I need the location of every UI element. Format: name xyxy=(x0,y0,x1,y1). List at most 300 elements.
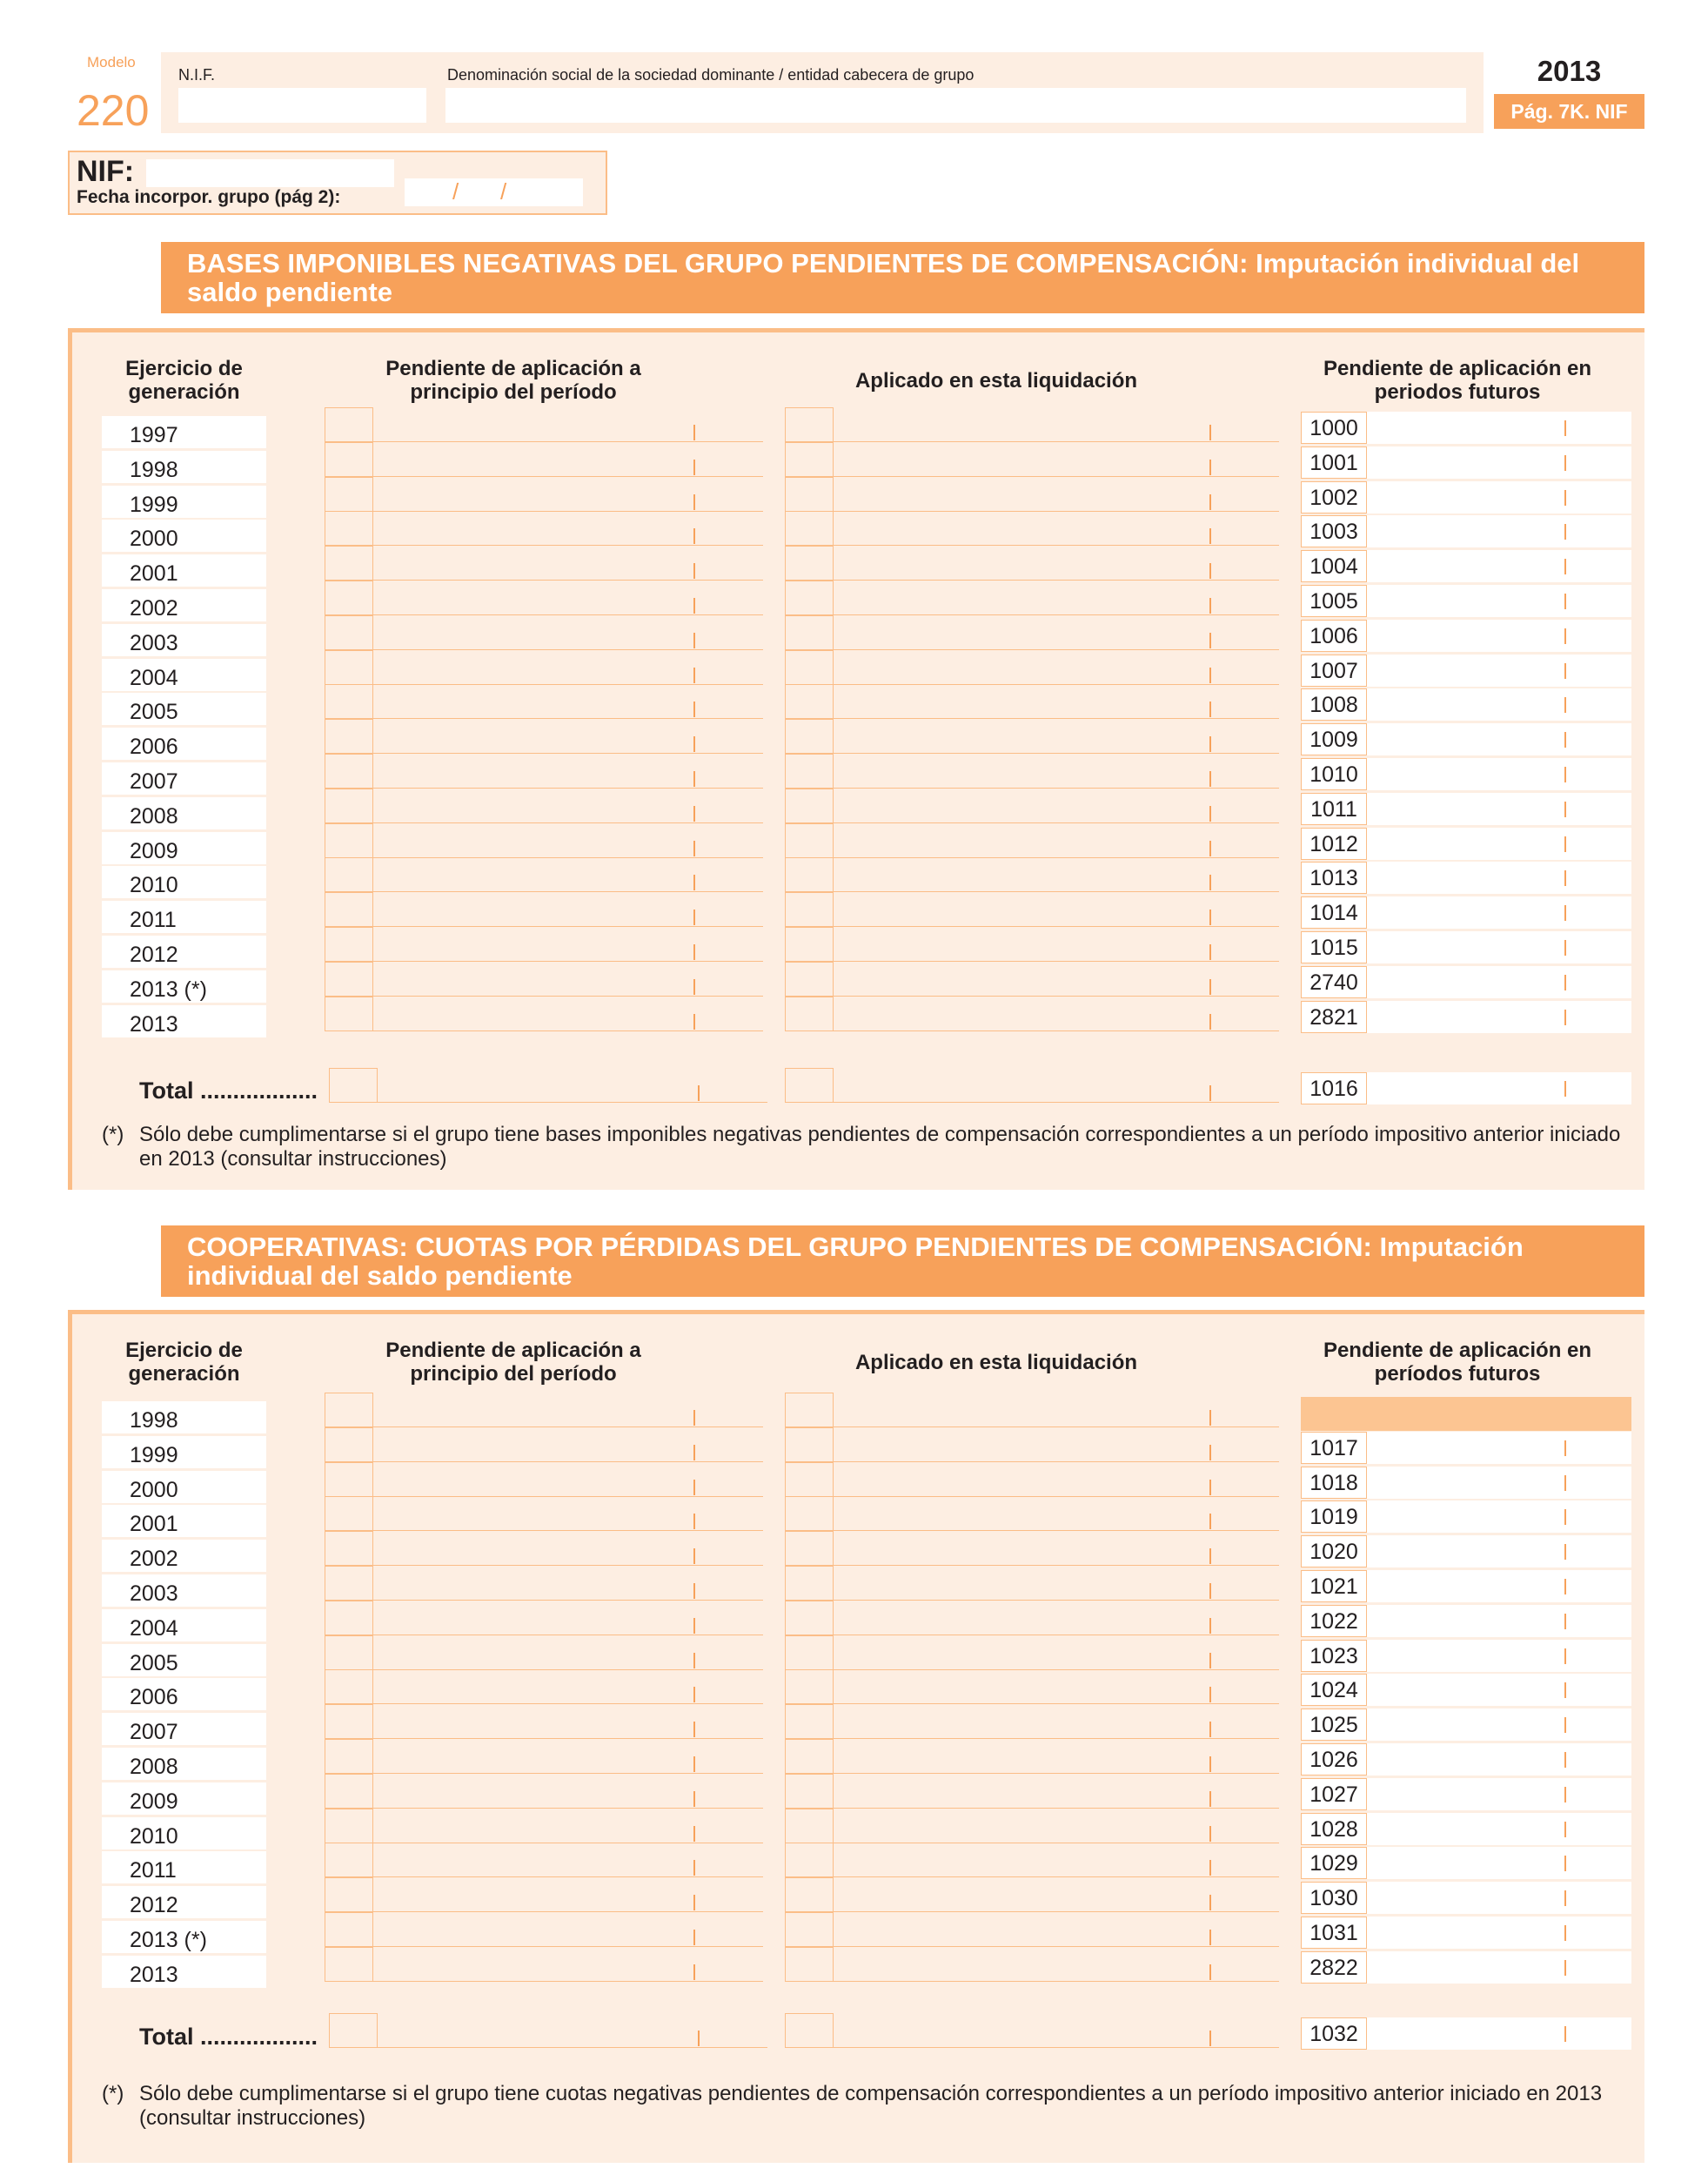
decimal-tick xyxy=(1564,524,1566,540)
futuros-field[interactable] xyxy=(1367,446,1631,479)
futuros-field[interactable] xyxy=(1367,828,1631,860)
aplicado-field[interactable] xyxy=(834,441,1279,442)
aplicado-sign-box[interactable] xyxy=(785,857,834,892)
decimal-tick xyxy=(1564,1579,1566,1594)
aplicado-sign-box[interactable] xyxy=(785,927,834,962)
decimal-tick xyxy=(1564,490,1566,506)
section1-col-aplicado: Aplicado en esta liquidación xyxy=(854,369,1138,393)
box-code: 1010 xyxy=(1301,758,1367,790)
pendiente-inicio-decimal-tick xyxy=(693,1895,695,1910)
pendiente-inicio-sign-box[interactable] xyxy=(325,892,373,927)
aplicado-decimal-tick xyxy=(1209,702,1211,717)
year-cell: 2002 xyxy=(102,589,266,621)
aplicado-decimal-tick xyxy=(1209,1618,1211,1634)
aplicado-sign-box[interactable] xyxy=(785,442,834,477)
year-cell: 1997 xyxy=(102,416,266,448)
aplicado-field[interactable] xyxy=(834,511,1279,512)
section1-note-mark: (*) xyxy=(102,1123,124,1146)
futuros-field[interactable] xyxy=(1367,862,1631,894)
futuros-field[interactable] xyxy=(1367,1500,1631,1533)
total-aplicado-field[interactable] xyxy=(834,1102,1279,1103)
decimal-tick xyxy=(1564,836,1566,852)
pendiente-inicio-field[interactable] xyxy=(373,1669,763,1670)
aplicado-sign-box[interactable] xyxy=(785,511,834,546)
aplicado-decimal-tick xyxy=(1209,1930,1211,1945)
year-cell: 2007 xyxy=(102,1713,266,1745)
pendiente-inicio-sign-box[interactable] xyxy=(325,546,373,581)
pendiente-inicio-field[interactable] xyxy=(373,1738,763,1739)
aplicado-field[interactable] xyxy=(834,857,1279,858)
futuros-field[interactable] xyxy=(1367,1847,1631,1879)
aplicado-decimal-tick xyxy=(1209,1964,1211,1980)
decimal-tick xyxy=(1564,1717,1566,1733)
pendiente-inicio-decimal-tick xyxy=(693,1860,695,1876)
pendiente-inicio-field[interactable] xyxy=(373,1876,763,1877)
pendiente-inicio-sign-box[interactable] xyxy=(325,1843,373,1877)
year-cell: 2011 xyxy=(102,901,266,933)
pendiente-inicio-sign-box[interactable] xyxy=(325,511,373,546)
decimal-tick xyxy=(1564,1822,1566,1837)
pendiente-inicio-decimal-tick xyxy=(693,806,695,822)
total-decimal-tick xyxy=(1564,1081,1566,1097)
box-code: 1024 xyxy=(1301,1674,1367,1706)
futuros-field[interactable] xyxy=(1367,688,1631,721)
pendiente-inicio-sign-box[interactable] xyxy=(325,1877,373,1912)
aplicado-field[interactable] xyxy=(834,545,1279,546)
year-cell: 2010 xyxy=(102,1817,266,1849)
pendiente-inicio-decimal-tick xyxy=(693,1687,695,1702)
aplicado-sign-box[interactable] xyxy=(785,823,834,858)
pendiente-inicio-decimal-tick xyxy=(693,979,695,995)
pendiente-inicio-sign-box[interactable] xyxy=(325,1739,373,1774)
futuros-field[interactable] xyxy=(1367,550,1631,582)
aplicado-decimal-tick xyxy=(1209,1791,1211,1807)
futuros-field[interactable] xyxy=(1367,412,1631,444)
year-cell: 2000 xyxy=(102,1471,266,1503)
pendiente-inicio-sign-box[interactable] xyxy=(325,857,373,892)
futuros-field[interactable] xyxy=(1367,758,1631,790)
pendiente-inicio-decimal-tick xyxy=(693,910,695,925)
decimal-tick xyxy=(1564,1752,1566,1768)
aplicado-decimal-tick xyxy=(1209,1514,1211,1529)
decimal-tick xyxy=(1564,1010,1566,1025)
futuros-field[interactable] xyxy=(1367,655,1631,687)
pendiente-inicio-sign-box[interactable] xyxy=(325,997,373,1031)
pendiente-inicio-sign-box[interactable] xyxy=(325,1774,373,1809)
section2-note-mark: (*) xyxy=(102,2082,124,2105)
aplicado-field[interactable] xyxy=(834,822,1279,823)
aplicado-field[interactable] xyxy=(834,1876,1279,1877)
aplicado-field[interactable] xyxy=(834,1530,1279,1531)
futuros-field[interactable] xyxy=(1367,1432,1631,1464)
pendiente-inicio-field[interactable] xyxy=(373,1808,763,1809)
aplicado-field[interactable] xyxy=(834,1703,1279,1704)
aplicado-decimal-tick xyxy=(1209,1826,1211,1842)
denominacion-label: Denominación social de la sociedad dominante / entidad cabecera de grupo xyxy=(447,66,975,84)
futuros-field[interactable] xyxy=(1367,723,1631,755)
year-cell: 2009 xyxy=(102,832,266,864)
pendiente-inicio-sign-box[interactable] xyxy=(325,754,373,789)
aplicado-sign-box[interactable] xyxy=(785,1809,834,1843)
aplicado-field[interactable] xyxy=(834,788,1279,789)
aplicado-sign-box[interactable] xyxy=(785,1566,834,1601)
aplicado-decimal-tick xyxy=(1209,598,1211,614)
denominacion-input[interactable] xyxy=(445,88,1466,123)
box-code: 1004 xyxy=(1301,550,1367,582)
year-cell: 2005 xyxy=(102,693,266,725)
aplicado-field[interactable] xyxy=(834,1981,1279,1982)
pendiente-inicio-decimal-tick xyxy=(693,1653,695,1668)
pendiente-inicio-sign-box[interactable] xyxy=(325,1669,373,1704)
aplicado-sign-box[interactable] xyxy=(785,581,834,615)
aplicado-field[interactable] xyxy=(834,1669,1279,1670)
futuros-field[interactable] xyxy=(1367,931,1631,963)
pendiente-inicio-field[interactable] xyxy=(373,961,763,962)
aplicado-sign-box[interactable] xyxy=(785,719,834,754)
box-code: 1017 xyxy=(1301,1432,1367,1464)
total-box-code: 1032 xyxy=(1301,2017,1367,2050)
futuros-field[interactable] xyxy=(1367,896,1631,929)
aplicado-sign-box[interactable] xyxy=(785,1601,834,1635)
box-code: 1009 xyxy=(1301,723,1367,755)
pendiente-inicio-sign-box[interactable] xyxy=(325,1809,373,1843)
aplicado-sign-box[interactable] xyxy=(785,1877,834,1912)
aplicado-sign-box[interactable] xyxy=(785,754,834,789)
futuros-field[interactable] xyxy=(1367,1535,1631,1567)
aplicado-decimal-tick xyxy=(1209,1653,1211,1668)
pendiente-inicio-field[interactable] xyxy=(373,1565,763,1566)
pendiente-inicio-field[interactable] xyxy=(373,1773,763,1774)
aplicado-sign-box[interactable] xyxy=(785,1427,834,1462)
aplicado-decimal-tick xyxy=(1209,875,1211,890)
total-aplicado-field[interactable] xyxy=(834,2047,1279,2048)
pendiente-inicio-sign-box[interactable] xyxy=(325,1601,373,1635)
aplicado-field[interactable] xyxy=(834,476,1279,477)
section2-col-futuros: Pendiente de aplicación en períodos futuros xyxy=(1323,1339,1592,1386)
decimal-tick xyxy=(1564,940,1566,956)
futuros-field[interactable] xyxy=(1367,793,1631,825)
futuros-field[interactable] xyxy=(1367,481,1631,514)
futuros-field[interactable] xyxy=(1367,1951,1631,1984)
pendiente-inicio-sign-box[interactable] xyxy=(325,1566,373,1601)
pendiente-inicio-decimal-tick xyxy=(693,1618,695,1634)
pendiente-inicio-field[interactable] xyxy=(373,857,763,858)
aplicado-sign-box[interactable] xyxy=(785,1496,834,1531)
aplicado-field[interactable] xyxy=(834,753,1279,754)
box-code: 1030 xyxy=(1301,1882,1367,1914)
total-pendiente-inicio-field[interactable] xyxy=(378,1102,767,1103)
pendiente-inicio-sign-box[interactable] xyxy=(325,407,373,442)
futuros-field[interactable] xyxy=(1367,515,1631,547)
pendiente-inicio-sign-box[interactable] xyxy=(325,1427,373,1462)
futuros-field[interactable] xyxy=(1367,1743,1631,1776)
aplicado-field[interactable] xyxy=(834,1911,1279,1912)
decimal-tick xyxy=(1564,420,1566,436)
nif-label: NIF: xyxy=(77,155,135,188)
total-futuros-field[interactable] xyxy=(1367,1072,1631,1104)
pendiente-inicio-sign-box[interactable] xyxy=(325,1635,373,1670)
aplicado-field[interactable] xyxy=(834,1773,1279,1774)
aplicado-field[interactable] xyxy=(834,1808,1279,1809)
pendiente-inicio-sign-box[interactable] xyxy=(325,442,373,477)
futuros-field[interactable] xyxy=(1367,585,1631,617)
pendiente-inicio-field[interactable] xyxy=(373,753,763,754)
section2-col-aplicado: Aplicado en esta liquidación xyxy=(854,1351,1138,1374)
decimal-tick xyxy=(1564,1960,1566,1976)
decimal-tick xyxy=(1564,1544,1566,1560)
futuros-field[interactable] xyxy=(1367,1640,1631,1672)
aplicado-decimal-tick xyxy=(1209,668,1211,683)
nif-input[interactable] xyxy=(146,159,394,187)
aplicado-decimal-tick xyxy=(1209,633,1211,648)
aplicado-field[interactable] xyxy=(834,684,1279,685)
pendiente-inicio-field[interactable] xyxy=(373,1030,763,1031)
pendiente-inicio-decimal-tick xyxy=(693,1791,695,1807)
pendiente-inicio-field[interactable] xyxy=(373,1981,763,1982)
modelo-label: Modelo xyxy=(87,54,136,70)
aplicado-sign-box[interactable] xyxy=(785,407,834,442)
aplicado-sign-box[interactable] xyxy=(785,546,834,581)
aplicado-decimal-tick xyxy=(1209,944,1211,960)
aplicado-sign-box[interactable] xyxy=(785,962,834,997)
pendiente-inicio-sign-box[interactable] xyxy=(325,927,373,962)
futuros-field[interactable] xyxy=(1367,1708,1631,1741)
pendiente-inicio-field[interactable] xyxy=(373,1496,763,1497)
aplicado-sign-box[interactable] xyxy=(785,997,834,1031)
year-cell: 2004 xyxy=(102,659,266,691)
aplicado-sign-box[interactable] xyxy=(785,1669,834,1704)
pendiente-inicio-field[interactable] xyxy=(373,822,763,823)
aplicado-field[interactable] xyxy=(834,1461,1279,1462)
year-cell: 2008 xyxy=(102,1748,266,1780)
pendiente-inicio-sign-box[interactable] xyxy=(325,615,373,650)
pendiente-inicio-sign-box[interactable] xyxy=(325,962,373,997)
pendiente-inicio-sign-box[interactable] xyxy=(325,1704,373,1739)
aplicado-sign-box[interactable] xyxy=(785,892,834,927)
fecha-input[interactable] xyxy=(405,178,583,206)
pendiente-inicio-field[interactable] xyxy=(373,891,763,892)
futuros-field[interactable] xyxy=(1367,1605,1631,1637)
form-year: 2013 xyxy=(1494,57,1644,85)
pendiente-inicio-sign-box[interactable] xyxy=(325,650,373,685)
box-code: 1001 xyxy=(1301,446,1367,479)
page-label: Pág. 7K. NIF xyxy=(1494,94,1644,129)
box-code: 1021 xyxy=(1301,1570,1367,1602)
pendiente-inicio-decimal-tick xyxy=(693,1964,695,1980)
pendiente-inicio-decimal-tick xyxy=(693,1548,695,1564)
aplicado-decimal-tick xyxy=(1209,1410,1211,1426)
pendiente-inicio-sign-box[interactable] xyxy=(325,684,373,719)
year-cell: 2013 (*) xyxy=(102,1921,266,1953)
pendiente-inicio-field[interactable] xyxy=(373,1600,763,1601)
year-cell: 2000 xyxy=(102,520,266,552)
total-aplicado-sign-box[interactable] xyxy=(785,1068,834,1103)
total-aplicado-sign-box[interactable] xyxy=(785,2013,834,2048)
aplicado-sign-box[interactable] xyxy=(785,477,834,512)
pendiente-inicio-sign-box[interactable] xyxy=(325,1496,373,1531)
pendiente-inicio-decimal-tick xyxy=(693,563,695,579)
pendiente-inicio-field[interactable] xyxy=(373,476,763,477)
section2-total-label: Total .................. xyxy=(139,2024,318,2050)
pendiente-inicio-field[interactable] xyxy=(373,1461,763,1462)
total-pendiente-inicio-field[interactable] xyxy=(378,2047,767,2048)
futuros-field[interactable] xyxy=(1367,1882,1631,1914)
futuros-field[interactable] xyxy=(1367,1778,1631,1810)
aplicado-decimal-tick xyxy=(1209,563,1211,579)
pendiente-inicio-field[interactable] xyxy=(373,684,763,685)
aplicado-sign-box[interactable] xyxy=(785,1774,834,1809)
aplicado-field[interactable] xyxy=(834,1565,1279,1566)
aplicado-field[interactable] xyxy=(834,1496,1279,1497)
pendiente-inicio-decimal-tick xyxy=(693,1514,695,1529)
aplicado-sign-box[interactable] xyxy=(785,1393,834,1427)
box-code: 1023 xyxy=(1301,1640,1367,1672)
year-cell: 2013 (*) xyxy=(102,970,266,1003)
pendiente-inicio-field[interactable] xyxy=(373,649,763,650)
year-cell: 2004 xyxy=(102,1609,266,1641)
box-code: 1000 xyxy=(1301,412,1367,444)
pendiente-inicio-field[interactable] xyxy=(373,614,763,615)
year-cell: 2012 xyxy=(102,936,266,968)
year-cell: 2006 xyxy=(102,1678,266,1710)
aplicado-field[interactable] xyxy=(834,718,1279,719)
aplicado-sign-box[interactable] xyxy=(785,1947,834,1982)
futuros-field[interactable] xyxy=(1367,1570,1631,1602)
box-code: 1011 xyxy=(1301,793,1367,825)
box-code: 1022 xyxy=(1301,1605,1367,1637)
pendiente-inicio-field[interactable] xyxy=(373,441,763,442)
section1-col-pendiente: Pendiente de aplicación a principio del período xyxy=(385,357,641,404)
box-code: 2822 xyxy=(1301,1951,1367,1984)
pendiente-inicio-field[interactable] xyxy=(373,926,763,927)
year-cell: 2012 xyxy=(102,1886,266,1918)
aplicado-decimal-tick xyxy=(1209,736,1211,752)
box-code: 1019 xyxy=(1301,1500,1367,1533)
pendiente-inicio-decimal-tick xyxy=(693,944,695,960)
aplicado-field[interactable] xyxy=(834,614,1279,615)
box-code: 1026 xyxy=(1301,1743,1367,1776)
aplicado-decimal-tick xyxy=(1209,771,1211,787)
box-code: 1028 xyxy=(1301,1813,1367,1845)
aplicado-field[interactable] xyxy=(834,926,1279,927)
pendiente-inicio-field[interactable] xyxy=(373,545,763,546)
aplicado-field[interactable] xyxy=(834,891,1279,892)
decimal-tick xyxy=(1564,594,1566,609)
total-futuros-field[interactable] xyxy=(1367,2017,1631,2050)
total-pendiente-inicio-sign-box[interactable] xyxy=(329,1068,378,1103)
box-code: 1014 xyxy=(1301,896,1367,929)
aplicado-decimal-tick xyxy=(1209,460,1211,475)
pendiente-inicio-decimal-tick xyxy=(693,1445,695,1460)
pendiente-inicio-sign-box[interactable] xyxy=(325,719,373,754)
total-pendiente-inicio-sign-box[interactable] xyxy=(329,2013,378,2048)
pendiente-inicio-sign-box[interactable] xyxy=(325,1912,373,1947)
pendiente-inicio-decimal-tick xyxy=(693,1480,695,1495)
year-cell: 1998 xyxy=(102,1401,266,1433)
aplicado-field[interactable] xyxy=(834,1600,1279,1601)
aplicado-decimal-tick xyxy=(1209,1445,1211,1460)
futuros-field[interactable] xyxy=(1367,966,1631,998)
aplicado-sign-box[interactable] xyxy=(785,1739,834,1774)
pendiente-inicio-field[interactable] xyxy=(373,718,763,719)
futuros-field[interactable] xyxy=(1367,1813,1631,1845)
pendiente-inicio-field[interactable] xyxy=(373,996,763,997)
year-cell: 2001 xyxy=(102,554,266,587)
nif-header-input[interactable] xyxy=(178,88,426,123)
box-code: 1002 xyxy=(1301,481,1367,514)
aplicado-sign-box[interactable] xyxy=(785,1912,834,1947)
box-code: 1013 xyxy=(1301,862,1367,894)
aplicado-field[interactable] xyxy=(834,1738,1279,1739)
aplicado-field[interactable] xyxy=(834,1030,1279,1031)
pendiente-inicio-sign-box[interactable] xyxy=(325,1947,373,1982)
pendiente-inicio-decimal-tick xyxy=(693,633,695,648)
aplicado-decimal-tick xyxy=(1209,1895,1211,1910)
pendiente-inicio-field[interactable] xyxy=(373,580,763,581)
futuros-field[interactable] xyxy=(1367,1917,1631,1949)
pendiente-inicio-field[interactable] xyxy=(373,1911,763,1912)
futuros-field[interactable] xyxy=(1367,620,1631,652)
year-cell: 2002 xyxy=(102,1540,266,1572)
pendiente-inicio-sign-box[interactable] xyxy=(325,1531,373,1566)
section1-note: Sólo debe cumplimentarse si el grupo tiene bases imponibles negativas pendientes de compensación correspondientes a un período impositivo anterior iniciado en 2013 (consultar instrucciones) xyxy=(139,1123,1621,1171)
aplicado-decimal-tick xyxy=(1209,1722,1211,1737)
aplicado-sign-box[interactable] xyxy=(785,615,834,650)
aplicado-sign-box[interactable] xyxy=(785,1843,834,1877)
aplicado-sign-box[interactable] xyxy=(785,684,834,719)
pendiente-inicio-decimal-tick xyxy=(693,771,695,787)
aplicado-field[interactable] xyxy=(834,580,1279,581)
pendiente-inicio-field[interactable] xyxy=(373,1530,763,1531)
futuros-field[interactable] xyxy=(1367,1467,1631,1499)
box-code: 1018 xyxy=(1301,1467,1367,1499)
decimal-tick xyxy=(1564,1509,1566,1525)
decimal-tick xyxy=(1564,1787,1566,1802)
pendiente-inicio-field[interactable] xyxy=(373,788,763,789)
year-cell: 1999 xyxy=(102,486,266,518)
aplicado-field[interactable] xyxy=(834,996,1279,997)
pendiente-inicio-sign-box[interactable] xyxy=(325,1393,373,1427)
decimal-tick xyxy=(1564,697,1566,713)
aplicado-sign-box[interactable] xyxy=(785,650,834,685)
aplicado-sign-box[interactable] xyxy=(785,1704,834,1739)
year-cell: 1998 xyxy=(102,451,266,483)
decimal-tick xyxy=(1564,455,1566,471)
pendiente-inicio-field[interactable] xyxy=(373,1946,763,1947)
pendiente-inicio-sign-box[interactable] xyxy=(325,1462,373,1497)
year-cell: 1999 xyxy=(102,1436,266,1468)
aplicado-sign-box[interactable] xyxy=(785,1635,834,1670)
pendiente-inicio-sign-box[interactable] xyxy=(325,477,373,512)
pendiente-inicio-decimal-tick xyxy=(693,841,695,856)
aplicado-sign-box[interactable] xyxy=(785,789,834,823)
futuros-field[interactable] xyxy=(1367,1001,1631,1033)
aplicado-sign-box[interactable] xyxy=(785,1531,834,1566)
pendiente-inicio-field[interactable] xyxy=(373,511,763,512)
pendiente-inicio-sign-box[interactable] xyxy=(325,823,373,858)
decimal-tick xyxy=(1564,767,1566,782)
aplicado-sign-box[interactable] xyxy=(785,1462,834,1497)
decimal-tick xyxy=(1564,1475,1566,1491)
aplicado-field[interactable] xyxy=(834,1946,1279,1947)
pendiente-inicio-sign-box[interactable] xyxy=(325,581,373,615)
pendiente-inicio-field[interactable] xyxy=(373,1703,763,1704)
pendiente-inicio-sign-box[interactable] xyxy=(325,789,373,823)
aplicado-field[interactable] xyxy=(834,649,1279,650)
futuros-field[interactable] xyxy=(1367,1674,1631,1706)
aplicado-decimal-tick xyxy=(1209,528,1211,544)
aplicado-field[interactable] xyxy=(834,961,1279,962)
